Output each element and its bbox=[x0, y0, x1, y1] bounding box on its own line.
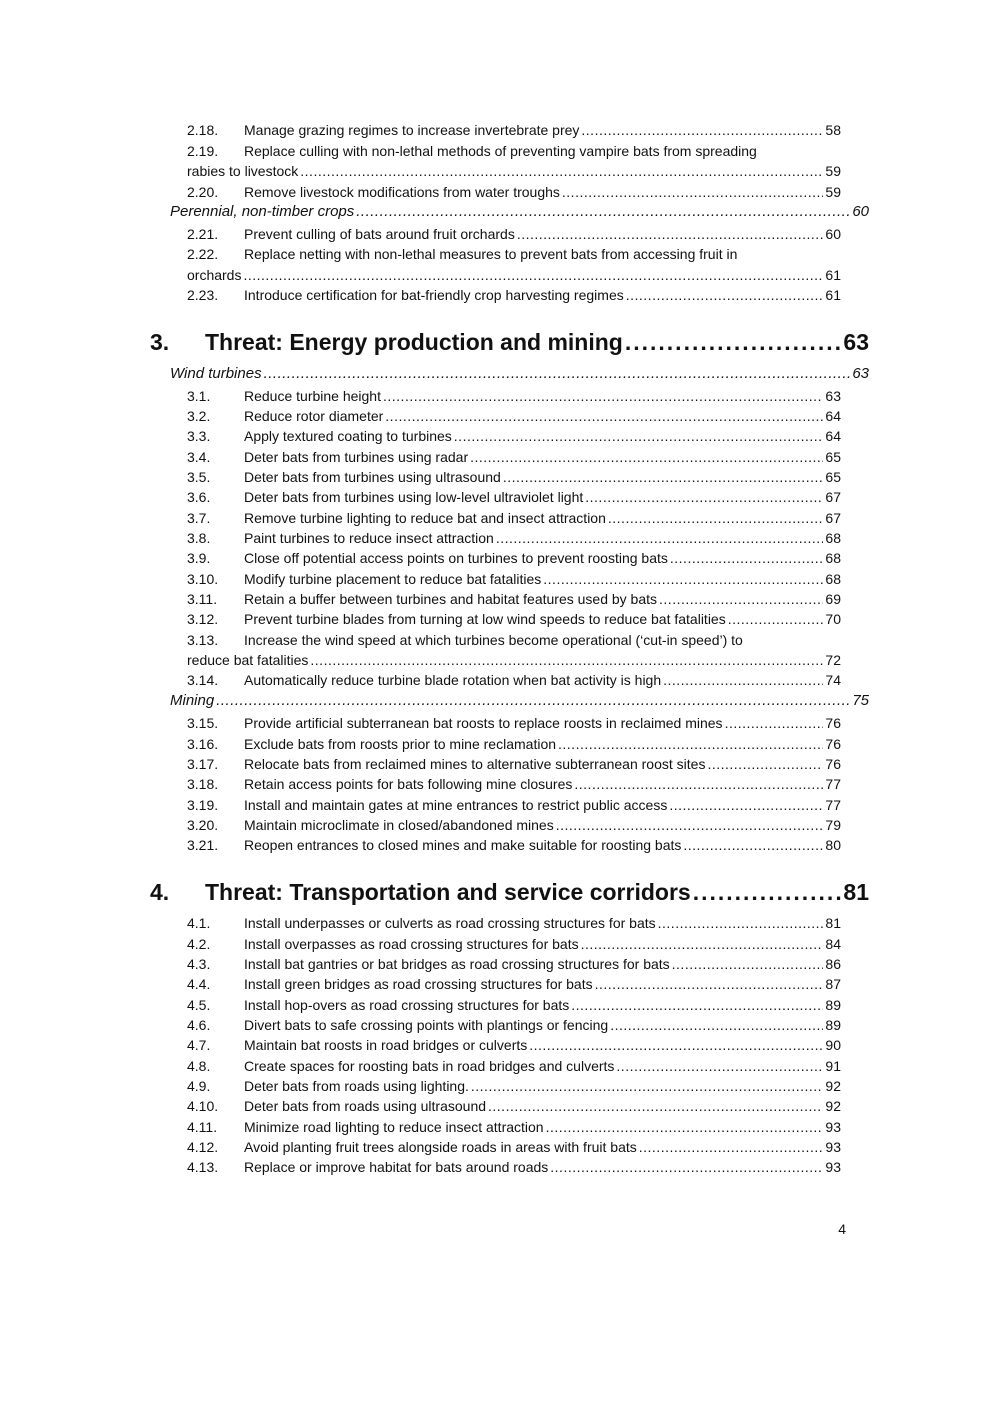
dot-leader bbox=[558, 734, 823, 754]
entry-page: 91 bbox=[825, 1058, 841, 1074]
dot-leader bbox=[581, 120, 823, 140]
entry-number: 3.4. bbox=[187, 449, 211, 465]
entry-title: Maintain microclimate in closed/abandoned mines bbox=[244, 817, 554, 833]
entry-title: Maintain bat roosts in road bridges or culverts bbox=[244, 1037, 528, 1053]
entry-page: 80 bbox=[825, 837, 841, 853]
toc-entry[interactable] bbox=[187, 1117, 841, 1137]
entry-page: 93 bbox=[825, 1139, 841, 1155]
entry-page: 89 bbox=[825, 1017, 841, 1033]
toc-entry[interactable] bbox=[187, 120, 841, 140]
entry-title-continued: rabies to livestock bbox=[187, 163, 299, 179]
entry-page: 63 bbox=[825, 388, 841, 404]
subsection-page: 75 bbox=[852, 692, 869, 709]
entry-page: 59 bbox=[825, 184, 841, 200]
dot-leader bbox=[658, 913, 824, 933]
entry-title: Prevent culling of bats around fruit orchards bbox=[244, 226, 515, 242]
entry-page: 92 bbox=[825, 1098, 841, 1114]
dot-leader bbox=[693, 876, 842, 908]
toc-entry[interactable] bbox=[187, 1056, 841, 1076]
entry-page: 92 bbox=[825, 1078, 841, 1094]
entry-title: Reopen entrances to closed mines and make suitable for roosting bats bbox=[244, 837, 682, 853]
toc-entry[interactable] bbox=[187, 285, 841, 305]
dot-leader bbox=[310, 650, 823, 670]
subsection-heading[interactable] bbox=[170, 691, 869, 711]
entry-title: Deter bats from turbines using ultrasound bbox=[244, 469, 501, 485]
entry-number: 4.6. bbox=[187, 1017, 211, 1033]
dot-leader bbox=[556, 815, 824, 835]
entry-title: Reduce turbine height bbox=[244, 388, 381, 404]
dot-leader bbox=[639, 1137, 824, 1157]
entry-page: 68 bbox=[825, 550, 841, 566]
toc-entry[interactable] bbox=[187, 913, 841, 933]
dot-leader bbox=[562, 182, 824, 202]
entry-number: 3.2. bbox=[187, 408, 211, 424]
toc-entry[interactable] bbox=[187, 774, 841, 794]
toc-entry[interactable] bbox=[187, 528, 841, 548]
entry-page: 86 bbox=[825, 956, 841, 972]
entry-page: 58 bbox=[825, 122, 841, 138]
dot-leader bbox=[626, 285, 824, 305]
dot-leader bbox=[581, 934, 824, 954]
dot-leader bbox=[216, 691, 850, 711]
entry-number: 3.17. bbox=[187, 756, 219, 772]
entry-title: Provide artificial subterranean bat roosts to replace roosts in reclaimed mines bbox=[244, 715, 723, 731]
toc-entry[interactable] bbox=[187, 182, 841, 202]
entry-page: 72 bbox=[825, 652, 841, 668]
chapter-heading[interactable] bbox=[150, 876, 869, 908]
entry-page: 77 bbox=[825, 776, 841, 792]
entry-title: Reduce rotor diameter bbox=[244, 408, 384, 424]
entry-title: Install green bridges as road crossing structures for bats bbox=[244, 976, 593, 992]
entry-page: 70 bbox=[825, 611, 841, 627]
entry-title: Retain a buffer between turbines and habitat features used by bats bbox=[244, 591, 658, 607]
entry-page: 61 bbox=[825, 267, 841, 283]
entry-title: Prevent turbine blades from turning at low wind speeds to reduce bat fatalities bbox=[244, 611, 726, 627]
toc-entry[interactable] bbox=[187, 224, 841, 244]
toc-entry[interactable] bbox=[187, 1137, 841, 1157]
entry-title: Avoid planting fruit trees alongside roads in areas with fruit bats bbox=[244, 1139, 637, 1155]
entry-title: Increase the wind speed at which turbines become operational (‘cut-in speed’) to bbox=[244, 632, 743, 648]
entry-title: Manage grazing regimes to increase invertebrate prey bbox=[244, 122, 580, 138]
toc-entry[interactable] bbox=[187, 713, 841, 733]
entry-number: 2.18. bbox=[187, 122, 219, 138]
toc-entry[interactable] bbox=[187, 508, 841, 528]
entry-number: 3.10. bbox=[187, 571, 219, 587]
dot-leader bbox=[543, 569, 823, 589]
entry-page: 74 bbox=[825, 672, 841, 688]
chapter-title: Threat: Energy production and mining bbox=[205, 329, 623, 355]
dot-leader bbox=[659, 589, 823, 609]
toc-entry[interactable] bbox=[187, 589, 841, 609]
entry-number: 3.16. bbox=[187, 736, 219, 752]
entry-page: 84 bbox=[825, 936, 841, 952]
entry-number: 4.4. bbox=[187, 976, 211, 992]
dot-leader bbox=[585, 487, 823, 507]
entry-page: 60 bbox=[825, 226, 841, 242]
entry-title: Install overpasses as road crossing structures for bats bbox=[244, 936, 579, 952]
entry-number: 3.6. bbox=[187, 489, 211, 505]
subsection-page: 60 bbox=[852, 203, 869, 220]
subsection-heading[interactable] bbox=[170, 202, 869, 222]
entry-page: 67 bbox=[825, 489, 841, 505]
toc-entry-continuation[interactable] bbox=[187, 161, 841, 181]
entry-page: 69 bbox=[825, 591, 841, 607]
entry-page: 76 bbox=[825, 736, 841, 752]
entry-title: Introduce certification for bat-friendly crop harvesting regimes bbox=[244, 287, 624, 303]
dot-leader bbox=[496, 528, 824, 548]
entry-page: 93 bbox=[825, 1119, 841, 1135]
entry-page: 64 bbox=[825, 428, 841, 444]
entry-title: Paint turbines to reduce insect attraction bbox=[244, 530, 494, 546]
page-number: 4 bbox=[838, 1221, 846, 1237]
subsection-title: Mining bbox=[170, 692, 215, 709]
chapter-title: Threat: Transportation and service corridors bbox=[205, 879, 691, 905]
chapter-page: 63 bbox=[843, 329, 869, 355]
toc-entry[interactable] bbox=[187, 835, 841, 855]
toc-entry[interactable] bbox=[187, 1015, 841, 1035]
entry-number: 2.22. bbox=[187, 246, 219, 262]
entry-number: 3.8. bbox=[187, 530, 211, 546]
entry-number: 3.9. bbox=[187, 550, 211, 566]
entry-title: Divert bats to safe crossing points with plantings or fencing bbox=[244, 1017, 609, 1033]
entry-title: Create spaces for roosting bats in road bridges and culverts bbox=[244, 1058, 615, 1074]
entry-number: 4.5. bbox=[187, 997, 211, 1013]
entry-title: Exclude bats from roosts prior to mine reclamation bbox=[244, 736, 557, 752]
toc-entry[interactable] bbox=[187, 995, 841, 1015]
entry-number: 3.14. bbox=[187, 672, 219, 688]
entry-page: 59 bbox=[825, 163, 841, 179]
chapter-heading[interactable] bbox=[150, 326, 869, 358]
entry-title: Modify turbine placement to reduce bat fatalities bbox=[244, 571, 542, 587]
entry-number: 3.19. bbox=[187, 797, 219, 813]
entry-title-continued: reduce bat fatalities bbox=[187, 652, 309, 668]
dot-leader bbox=[728, 609, 824, 629]
dot-leader bbox=[243, 265, 823, 285]
entry-title: Deter bats from roads using ultrasound bbox=[244, 1098, 487, 1114]
toc-entry[interactable] bbox=[187, 795, 841, 815]
subsection-heading[interactable] bbox=[170, 364, 869, 384]
entry-title: Replace or improve habitat for bats around roads bbox=[244, 1159, 549, 1175]
entry-number: 3.3. bbox=[187, 428, 211, 444]
dot-leader bbox=[725, 713, 824, 733]
entry-title: Deter bats from roads using lighting. bbox=[244, 1078, 469, 1094]
toc-entry[interactable] bbox=[187, 609, 841, 629]
entry-number: 4.9. bbox=[187, 1078, 211, 1094]
entry-page: 64 bbox=[825, 408, 841, 424]
toc-entry[interactable] bbox=[187, 244, 841, 264]
toc-entry[interactable] bbox=[187, 447, 841, 467]
dot-leader bbox=[616, 1056, 823, 1076]
entry-number: 3.12. bbox=[187, 611, 219, 627]
toc-entry[interactable] bbox=[187, 467, 841, 487]
entry-page: 90 bbox=[825, 1037, 841, 1053]
toc-entry[interactable] bbox=[187, 670, 841, 690]
entry-page: 93 bbox=[825, 1159, 841, 1175]
entry-page: 79 bbox=[825, 817, 841, 833]
entry-number: 4.13. bbox=[187, 1159, 219, 1175]
dot-leader bbox=[517, 224, 824, 244]
entry-page: 81 bbox=[825, 915, 841, 931]
entry-number: 4.1. bbox=[187, 915, 211, 931]
entry-title: Apply textured coating to turbines bbox=[244, 428, 452, 444]
dot-leader bbox=[503, 467, 824, 487]
toc-entry-continuation[interactable] bbox=[187, 265, 841, 285]
dot-leader bbox=[669, 795, 823, 815]
entry-page: 68 bbox=[825, 530, 841, 546]
toc-entry[interactable] bbox=[187, 406, 841, 426]
entry-number: 4.7. bbox=[187, 1037, 211, 1053]
chapter-page: 81 bbox=[843, 879, 869, 905]
entry-title: Deter bats from turbines using radar bbox=[244, 449, 469, 465]
entry-number: 2.20. bbox=[187, 184, 219, 200]
entry-number: 3.7. bbox=[187, 510, 211, 526]
entry-title: Install underpasses or culverts as road crossing structures for bats bbox=[244, 915, 656, 931]
toc-entry[interactable] bbox=[187, 974, 841, 994]
dot-leader bbox=[683, 835, 823, 855]
entry-page: 65 bbox=[825, 449, 841, 465]
subsection-page: 63 bbox=[852, 365, 869, 382]
toc-entry[interactable] bbox=[187, 754, 841, 774]
dot-leader bbox=[670, 548, 824, 568]
entry-page: 87 bbox=[825, 976, 841, 992]
toc-entry[interactable] bbox=[187, 386, 841, 406]
entry-title: Relocate bats from reclaimed mines to alternative subterranean roost sites bbox=[244, 756, 706, 772]
toc-entry[interactable] bbox=[187, 1076, 841, 1096]
dot-leader bbox=[385, 406, 823, 426]
entry-page: 65 bbox=[825, 469, 841, 485]
entry-page: 77 bbox=[825, 797, 841, 813]
chapter-number: 4. bbox=[150, 879, 170, 905]
entry-title: Remove livestock modifications from water troughs bbox=[244, 184, 560, 200]
subsection-title: Wind turbines bbox=[170, 365, 262, 382]
entry-title-continued: orchards bbox=[187, 267, 242, 283]
entry-title: Install hop-overs as road crossing structures for bats bbox=[244, 997, 570, 1013]
dot-leader bbox=[663, 670, 823, 690]
entry-title: Replace culling with non-lethal methods of preventing vampire bats from spreading bbox=[244, 143, 757, 159]
dot-leader bbox=[608, 508, 824, 528]
dot-leader bbox=[356, 202, 850, 222]
toc-entry[interactable] bbox=[187, 548, 841, 568]
entry-number: 3.18. bbox=[187, 776, 219, 792]
dot-leader bbox=[529, 1035, 823, 1055]
dot-leader bbox=[595, 974, 824, 994]
toc-entry[interactable] bbox=[187, 426, 841, 446]
toc-entry[interactable] bbox=[187, 815, 841, 835]
dot-leader bbox=[454, 426, 824, 446]
dot-leader bbox=[546, 1117, 824, 1137]
entry-title: Install bat gantries or bat bridges as road crossing structures for bats bbox=[244, 956, 670, 972]
toc-entry[interactable] bbox=[187, 569, 841, 589]
entry-number: 3.21. bbox=[187, 837, 219, 853]
dot-leader bbox=[571, 995, 823, 1015]
entry-number: 3.20. bbox=[187, 817, 219, 833]
chapter-number: 3. bbox=[150, 329, 170, 355]
toc-entry[interactable] bbox=[187, 954, 841, 974]
entry-number: 2.21. bbox=[187, 226, 219, 242]
entry-page: 76 bbox=[825, 715, 841, 731]
entry-number: 2.19. bbox=[187, 143, 219, 159]
entry-title: Minimize road lighting to reduce insect attraction bbox=[244, 1119, 544, 1135]
entry-page: 61 bbox=[825, 287, 841, 303]
entry-page: 68 bbox=[825, 571, 841, 587]
toc-entry-continuation[interactable] bbox=[187, 650, 841, 670]
entry-number: 3.11. bbox=[187, 591, 218, 607]
entry-number: 4.8. bbox=[187, 1058, 211, 1074]
entry-title: Close off potential access points on turbines to prevent roosting bats bbox=[244, 550, 668, 566]
entry-number: 3.13. bbox=[187, 632, 219, 648]
entry-number: 4.11. bbox=[187, 1119, 218, 1135]
entry-number: 4.3. bbox=[187, 956, 211, 972]
dot-leader bbox=[264, 364, 851, 384]
toc-entry[interactable] bbox=[187, 1096, 841, 1116]
dot-leader bbox=[574, 774, 823, 794]
entry-number: 4.2. bbox=[187, 936, 211, 952]
entry-title: Replace netting with non-lethal measures to prevent bats from accessing fruit in bbox=[244, 246, 738, 262]
subsection-title: Perennial, non-timber crops bbox=[170, 203, 355, 220]
entry-page: 89 bbox=[825, 997, 841, 1013]
entry-number: 3.5. bbox=[187, 469, 211, 485]
toc-entry[interactable] bbox=[187, 1035, 841, 1055]
entry-title: Deter bats from turbines using low-level ultraviolet light bbox=[244, 489, 584, 505]
entry-title: Install and maintain gates at mine entrances to restrict public access bbox=[244, 797, 668, 813]
entry-title: Remove turbine lighting to reduce bat and insect attraction bbox=[244, 510, 606, 526]
toc-entry[interactable] bbox=[187, 1157, 841, 1177]
toc-entry[interactable] bbox=[187, 141, 841, 161]
dot-leader bbox=[300, 161, 823, 181]
entry-number: 2.23. bbox=[187, 287, 219, 303]
toc-entry[interactable] bbox=[187, 630, 841, 650]
dot-leader bbox=[625, 326, 842, 358]
dot-leader bbox=[550, 1157, 823, 1177]
dot-leader bbox=[470, 447, 823, 467]
entry-title: Retain access points for bats following mine closures bbox=[244, 776, 573, 792]
toc-entry[interactable] bbox=[187, 487, 841, 507]
entry-number: 3.15. bbox=[187, 715, 219, 731]
dot-leader bbox=[672, 954, 824, 974]
entry-page: 76 bbox=[825, 756, 841, 772]
dot-leader bbox=[471, 1076, 824, 1096]
toc-entry[interactable] bbox=[187, 734, 841, 754]
entry-number: 3.1. bbox=[187, 388, 211, 404]
toc-entry[interactable] bbox=[187, 934, 841, 954]
entry-page: 67 bbox=[825, 510, 841, 526]
entry-title: Automatically reduce turbine blade rotation when bat activity is high bbox=[244, 672, 662, 688]
entry-number: 4.12. bbox=[187, 1139, 219, 1155]
dot-leader bbox=[610, 1015, 823, 1035]
dot-leader bbox=[383, 386, 823, 406]
entry-number: 4.10. bbox=[187, 1098, 219, 1114]
dot-leader bbox=[707, 754, 823, 774]
dot-leader bbox=[488, 1096, 823, 1116]
